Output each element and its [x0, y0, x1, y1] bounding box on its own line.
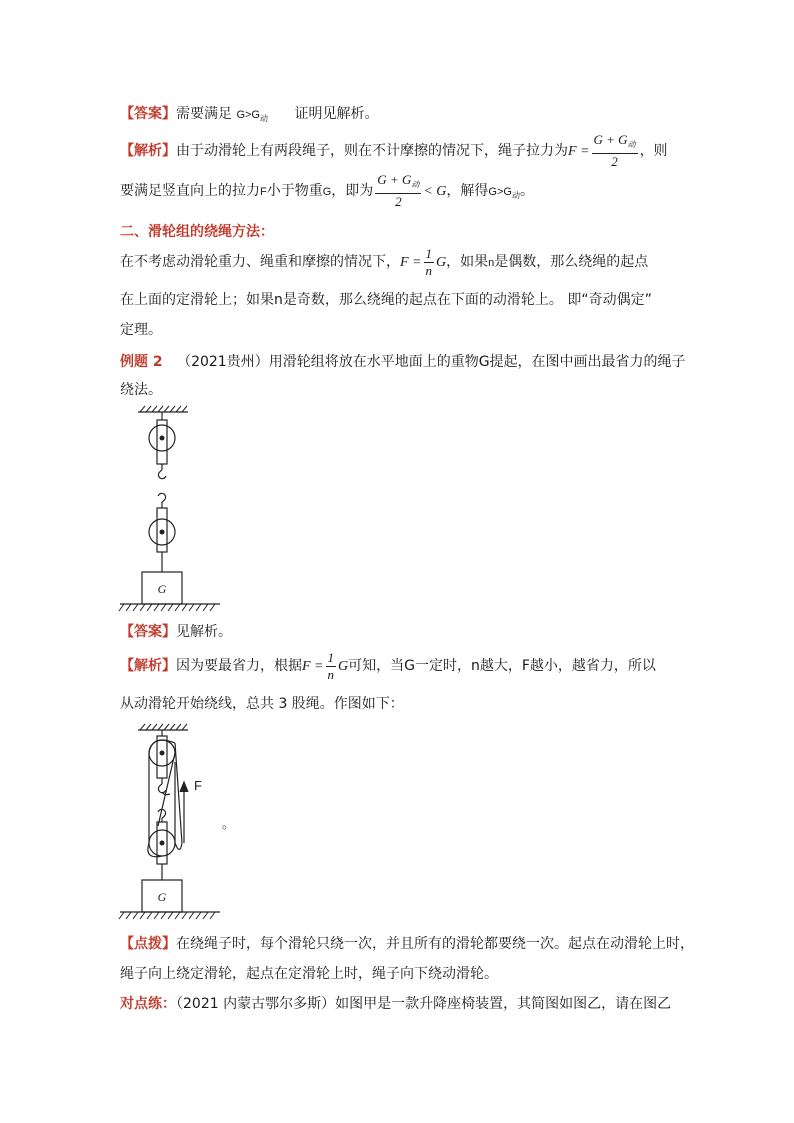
section-2-title: 二、滑轮组的绕绳方法： [120, 224, 274, 240]
tip-line-1 [120, 934, 694, 954]
s2-numerator: 1 [425, 245, 432, 261]
line2-G: G [322, 186, 332, 198]
analysis-2-line-2: 从动滑轮开始绕线，总共 3 股绳。作图如下： [120, 696, 404, 712]
analysis2-text-b: 可知，当G一定时，n越大，F越小，越省力，所以 [348, 658, 656, 674]
line2-a: 要满足竖直向上的拉力 [120, 183, 260, 199]
example-2-line-1 [120, 352, 686, 372]
tip-text-a: 在绕绳子时，每个滑轮只绕一次，并且所有的滑轮都要绕一次。起点在动滑轮上时， [176, 936, 694, 952]
line2-result-sub: 动 [511, 191, 520, 200]
analysis-text-b: ，则 [639, 143, 668, 159]
line2-result: G>G [488, 186, 512, 198]
formula-denominator: 2 [611, 154, 618, 169]
analysis2-text-a: 因为要最省力，根据 [176, 658, 302, 674]
s2-formula-lhs: F = [400, 255, 422, 270]
example-text-a: （2021贵州）用滑轮组将放在水平地面上的重物G提起，在图中画出最省力的绳子 [177, 354, 686, 370]
figure2-force-label: F [194, 778, 202, 793]
analysis2-G: G [338, 659, 349, 674]
line2-F: F [260, 186, 267, 198]
s2-n: n [488, 257, 495, 269]
s2-p1-a: 在不考虑动滑轮重力、绳重和摩擦的情况下， [120, 254, 400, 270]
line2-c: ，即为 [331, 183, 374, 199]
example-2-line-2: 绕法。 [120, 382, 162, 398]
analysis-1-line-2 [120, 172, 680, 208]
analysis-1-line-1 [120, 132, 680, 168]
figure1-weight-label: G [157, 582, 167, 596]
analysis-2-line-1 [120, 648, 680, 684]
pulley-figure-2 [118, 722, 248, 924]
analysis-text-a: 由于动滑轮上有两段绳子，则在不计摩擦的情况下，绳子拉力为 [176, 143, 568, 159]
answer2-label: 【答案】 [120, 624, 176, 640]
practice-line [120, 994, 680, 1014]
answer-text: 需要满足 [176, 106, 232, 122]
tip-label: 【点拨】 [120, 936, 176, 952]
pulley-figure-1 [118, 404, 228, 616]
answer-condition-sub: 动 [260, 114, 268, 123]
section-2-line-1 [120, 244, 680, 280]
example-label: 例题 2 [120, 354, 163, 370]
figure2-trailing-mark: 。 [222, 817, 236, 832]
section-2-line-2: 在上面的定滑轮上；如果n是奇数，那么绕绳的起点在下面的动滑轮上。 即“奇动偶定” [120, 292, 652, 308]
line2-end: 。 [519, 183, 534, 199]
answer-tail: 证明见解析。 [294, 106, 379, 122]
answer-label: 【答案】 [120, 106, 176, 122]
analysis2-fraction [326, 650, 337, 683]
answer-2-line [120, 622, 680, 642]
ineq-denominator: 2 [395, 194, 402, 209]
inequality-fraction [375, 172, 421, 210]
analysis2-denominator: n [327, 666, 334, 682]
analysis2-label: 【解析】 [120, 658, 176, 674]
ineq-numerator: G + G [377, 172, 412, 187]
s2-denominator: n [425, 262, 432, 278]
answer2-text: 见解析。 [176, 624, 232, 640]
figure2-weight-label: G [157, 890, 167, 904]
formula-numerator: G + G [593, 132, 628, 147]
s2-fraction [424, 246, 435, 279]
line2-d: ，解得 [446, 183, 489, 199]
formula-lhs: F = [568, 144, 590, 159]
ineq-numerator-sub: 动 [411, 180, 420, 189]
analysis2-formula-lhs: F = [302, 659, 324, 674]
analysis2-numerator: 1 [327, 649, 334, 665]
answer-condition: G>G [236, 109, 260, 121]
ineq-rhs: < G [423, 184, 447, 199]
analysis-label: 【解析】 [120, 143, 176, 159]
practice-label: 对点练： [120, 996, 176, 1012]
formula-numerator-sub: 动 [627, 140, 636, 149]
line2-b: 小于物重 [266, 183, 323, 199]
s2-p1-b: ，如果 [446, 254, 489, 270]
section-2-line-3: 定理。 [120, 322, 162, 338]
formula-fraction [592, 132, 638, 170]
answer-1-line [120, 104, 680, 129]
s2-p1-c: 是偶数，那么绕绳的起点 [494, 254, 649, 270]
s2-G: G [436, 255, 447, 270]
practice-text: （2021 内蒙古鄂尔多斯）如图甲是一款升降座椅装置，其简图如图乙，请在图乙 [176, 996, 672, 1012]
tip-line-2: 绳子向上绕定滑轮，起点在定滑轮上时，绳子向下绕动滑轮。 [120, 966, 498, 982]
